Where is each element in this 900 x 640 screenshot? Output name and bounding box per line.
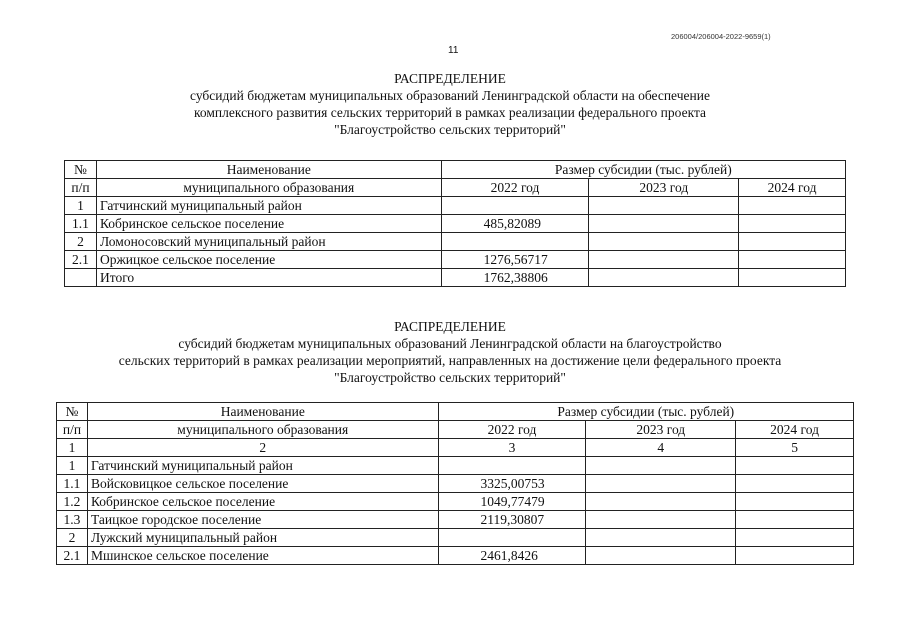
title-line: РАСПРЕДЕЛЕНИЕ [394,319,506,334]
row-name: Гатчинский муниципальный район [96,197,441,215]
subsidy-table-2 [56,402,854,565]
row-value-2024 [736,457,854,475]
col-no-header: п/п [65,179,97,197]
column-number: 1 [57,439,88,457]
year-header: 2023 год [589,179,739,197]
table-row [65,233,846,251]
row-value-2024 [739,197,846,215]
row-value-2023 [589,215,739,233]
title-line: сельских территорий в рамках реализации мероприятий, направленных на достижение цели федерального проекта [118,353,782,368]
table-header-row [57,403,854,421]
title-line: "Благоустройство сельских территорий" [334,370,566,385]
year-header: 2023 год [586,421,736,439]
row-value-2023 [586,511,736,529]
column-number: 4 [586,439,736,457]
col-name-header: Наименование [87,403,438,421]
row-value-2022: 2119,30807 [438,511,586,529]
table-header-row [65,161,846,179]
row-value-2024 [736,493,854,511]
row-no: 2 [65,233,97,251]
table-header-row [57,421,854,439]
col-no-header: № [57,403,88,421]
row-value-2024 [736,511,854,529]
row-value-2022: 2461,8426 [438,547,586,565]
row-no: 2.1 [57,547,88,565]
col-name-header: муниципального образования [96,179,441,197]
row-value-2022: 1762,38806 [441,269,589,287]
row-value-2024 [739,251,846,269]
column-number: 3 [438,439,586,457]
row-value-2023 [589,251,739,269]
year-header: 2024 год [739,179,846,197]
row-value-2024 [739,269,846,287]
table-row [57,547,854,565]
page-number: 11 [448,45,459,56]
row-no: 1.1 [65,215,97,233]
row-no: 2.1 [65,251,97,269]
table-total-row [65,269,846,287]
row-no: 1 [57,457,88,475]
row-name: Лужский муниципальный район [87,529,438,547]
year-header: 2022 год [438,421,586,439]
column-number: 2 [87,439,438,457]
row-name: Оржицкое сельское поселение [96,251,441,269]
section2-title [0,318,900,386]
col-no-header: № [65,161,97,179]
row-value-2022 [438,457,586,475]
title-line: комплексного развития сельских территорий в рамках реализации федерального проекта [193,105,707,120]
row-name: Кобринское сельское поселение [87,493,438,511]
row-value-2023 [589,233,739,251]
col-name-header: муниципального образования [87,421,438,439]
table-row [65,197,846,215]
row-no: 1.1 [57,475,88,493]
row-value-2022: 1276,56717 [441,251,589,269]
table-row [57,457,854,475]
title-line: "Благоустройство сельских территорий" [334,122,566,137]
row-value-2023 [586,475,736,493]
row-name: Мшинское сельское поселение [87,547,438,565]
column-number: 5 [736,439,854,457]
row-name: Гатчинский муниципальный район [87,457,438,475]
year-header: 2024 год [736,421,854,439]
row-name: Войсковицкое сельское поселение [87,475,438,493]
table-row [57,529,854,547]
row-no: 1 [65,197,97,215]
row-no [65,269,97,287]
row-value-2023 [586,457,736,475]
row-value-2024 [736,529,854,547]
row-value-2022 [438,529,586,547]
title-line: РАСПРЕДЕЛЕНИЕ [394,71,506,86]
subsidy-table-1 [64,160,846,287]
row-value-2024 [736,547,854,565]
row-value-2022: 1049,77479 [438,493,586,511]
row-value-2023 [586,547,736,565]
row-value-2024 [739,215,846,233]
row-value-2024 [739,233,846,251]
table-header-row [65,179,846,197]
year-header: 2022 год [441,179,589,197]
col-no-header: п/п [57,421,88,439]
document-id: 206004/206004-2022-9659(1) [671,32,771,41]
row-value-2022 [441,197,589,215]
row-name: Ломоносовский муниципальный район [96,233,441,251]
row-name: Итого [96,269,441,287]
row-value-2022: 485,82089 [441,215,589,233]
table-row [65,215,846,233]
row-value-2023 [586,529,736,547]
column-number-row [57,439,854,457]
table-row [57,511,854,529]
row-value-2022 [441,233,589,251]
row-value-2022: 3325,00753 [438,475,586,493]
title-line: субсидий бюджетам муниципальных образований Ленинградской области на благоустройство [178,336,722,351]
row-name: Кобринское сельское поселение [96,215,441,233]
row-no: 1.2 [57,493,88,511]
col-name-header: Наименование [96,161,441,179]
row-no: 1.3 [57,511,88,529]
row-no: 2 [57,529,88,547]
section1-title [0,70,900,138]
table-row [57,475,854,493]
row-name: Таицкое городское поселение [87,511,438,529]
col-size-header: Размер субсидии (тыс. рублей) [438,403,853,421]
table-row [65,251,846,269]
row-value-2023 [589,269,739,287]
title-line: субсидий бюджетам муниципальных образований Ленинградской области на обеспечение [190,88,710,103]
row-value-2023 [586,493,736,511]
row-value-2023 [589,197,739,215]
col-size-header: Размер субсидии (тыс. рублей) [441,161,845,179]
table-row [57,493,854,511]
row-value-2024 [736,475,854,493]
